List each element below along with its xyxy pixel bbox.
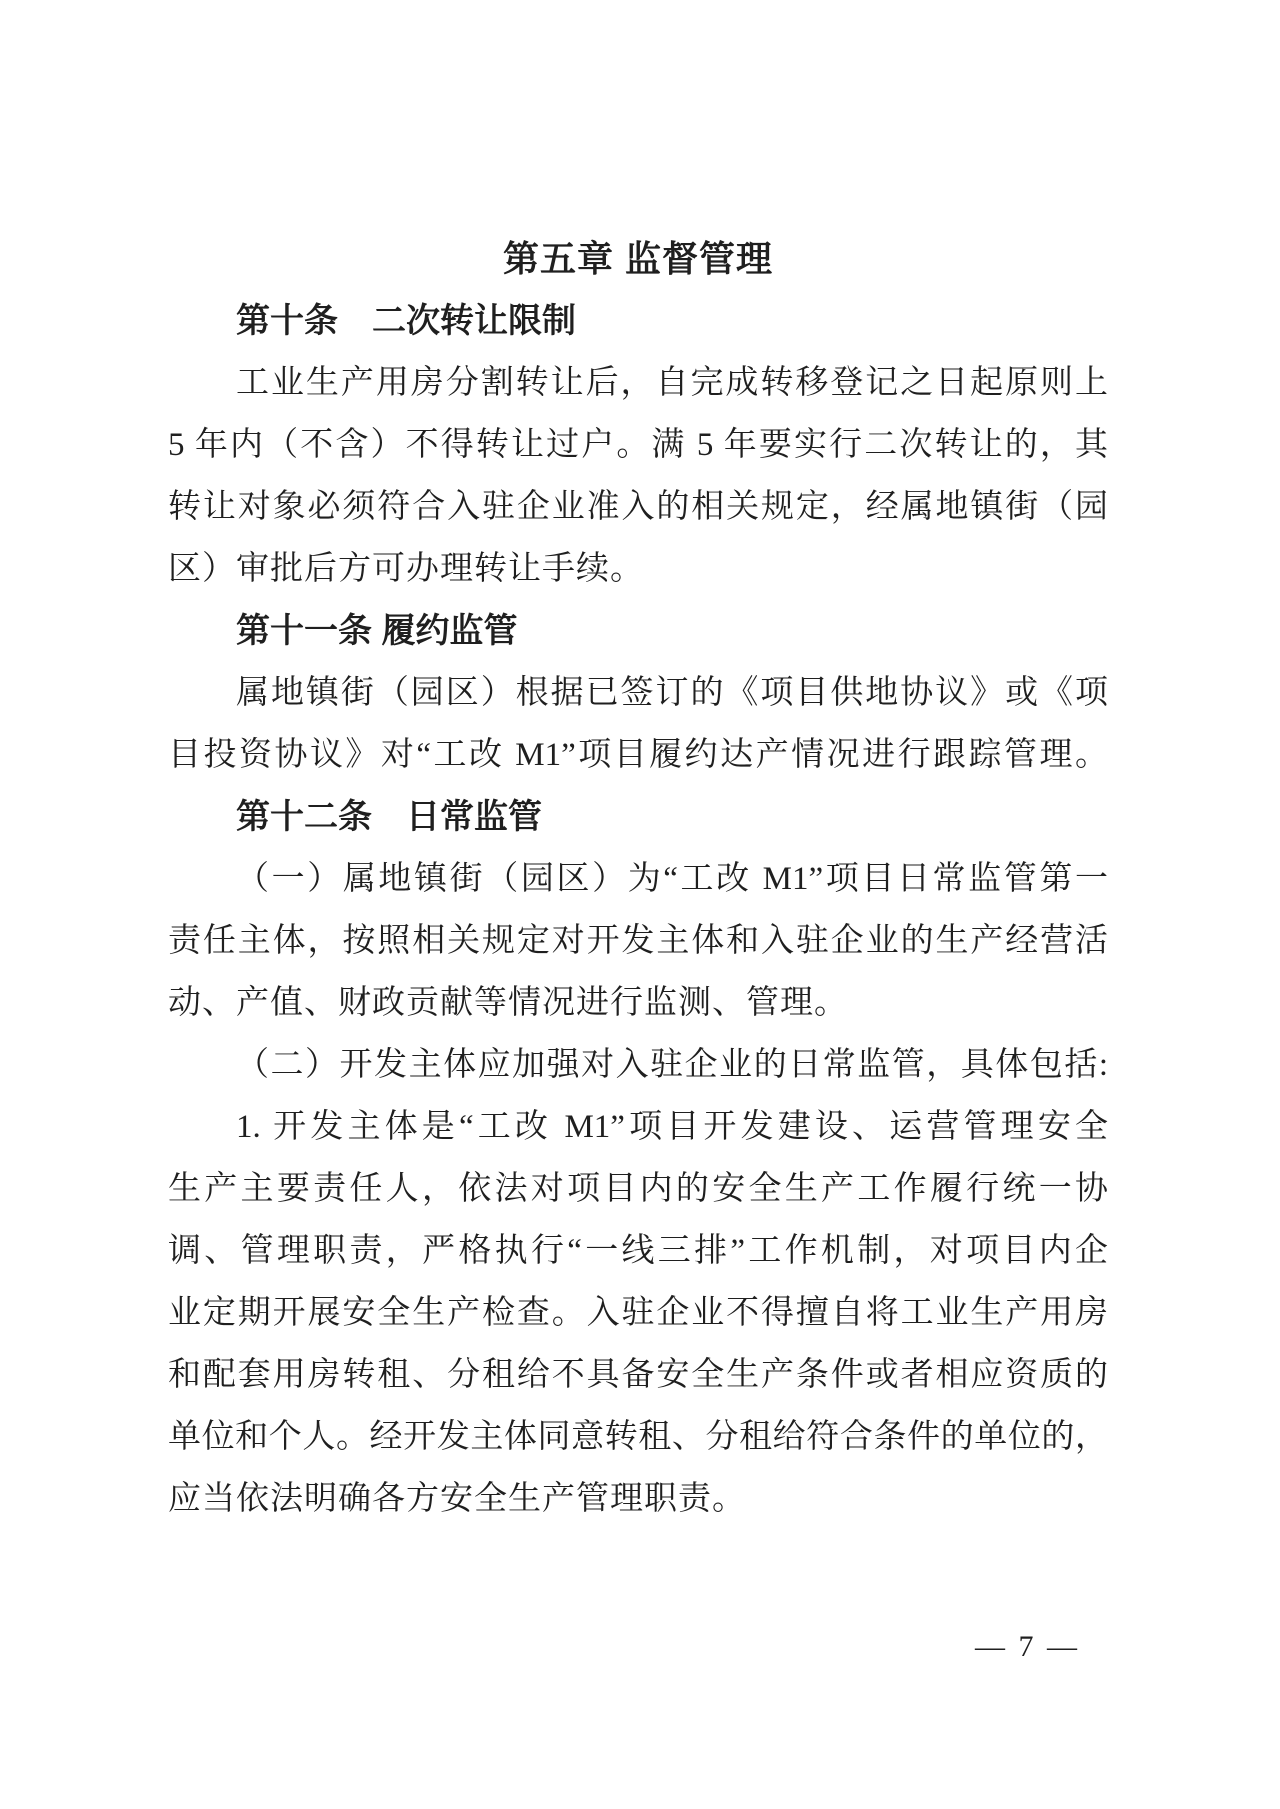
article-11-heading: 第十一条 履约监管 bbox=[236, 612, 518, 650]
body-line: 单位和个人。经开发主体同意转租、分租给符合条件的单位的， bbox=[168, 1419, 1108, 1455]
body-line: 目投资协议》对“工改 M1”项目履约达产情况进行跟踪管理。 bbox=[168, 737, 1108, 773]
page-number: — 7 — bbox=[975, 1630, 1080, 1663]
body-line: 调、管理职责，严格执行“一线三排”工作机制，对项目内企 bbox=[168, 1233, 1108, 1269]
body-line: 应当依法明确各方安全生产管理职责。 bbox=[168, 1481, 746, 1517]
body-line: 工业生产用房分割转让后，自完成转移登记之日起原则上 bbox=[236, 365, 1108, 401]
page-content bbox=[168, 228, 1108, 1530]
body-line: 转让对象必须符合入驻企业准入的相关规定，经属地镇街（园 bbox=[168, 489, 1108, 525]
body-line: 责任主体，按照相关规定对开发主体和入驻企业的生产经营活 bbox=[168, 923, 1108, 959]
body-line: 业定期开展安全生产检查。入驻企业不得擅自将工业生产用房 bbox=[168, 1295, 1108, 1331]
article-10-heading: 第十条 二次转让限制 bbox=[236, 302, 576, 340]
chapter-title: 第五章 监督管理 bbox=[502, 238, 773, 279]
body-line: 动、产值、财政贡献等情况进行监测、管理。 bbox=[168, 985, 848, 1021]
body-line: 属地镇街（园区）根据已签订的《项目供地协议》或《项 bbox=[236, 675, 1108, 711]
body-line: （二）开发主体应加强对入驻企业的日常监管，具体包括: bbox=[236, 1047, 1108, 1083]
body-line: 和配套用房转租、分租给不具备安全生产条件或者相应资质的 bbox=[168, 1357, 1108, 1393]
body-line: （一）属地镇街（园区）为“工改 M1”项目日常监管第一 bbox=[236, 861, 1108, 897]
body-line: 1. 开发主体是“工改 M1”项目开发建设、运营管理安全 bbox=[236, 1109, 1108, 1145]
body-line: 区）审批后方可办理转让手续。 bbox=[168, 551, 644, 587]
article-12-heading: 第十二条 日常监管 bbox=[236, 798, 542, 836]
body-line: 生产主要责任人，依法对项目内的安全生产工作履行统一协 bbox=[168, 1171, 1108, 1207]
body-line: 5 年内（不含）不得转让过户。满 5 年要实行二次转让的，其 bbox=[168, 427, 1108, 463]
